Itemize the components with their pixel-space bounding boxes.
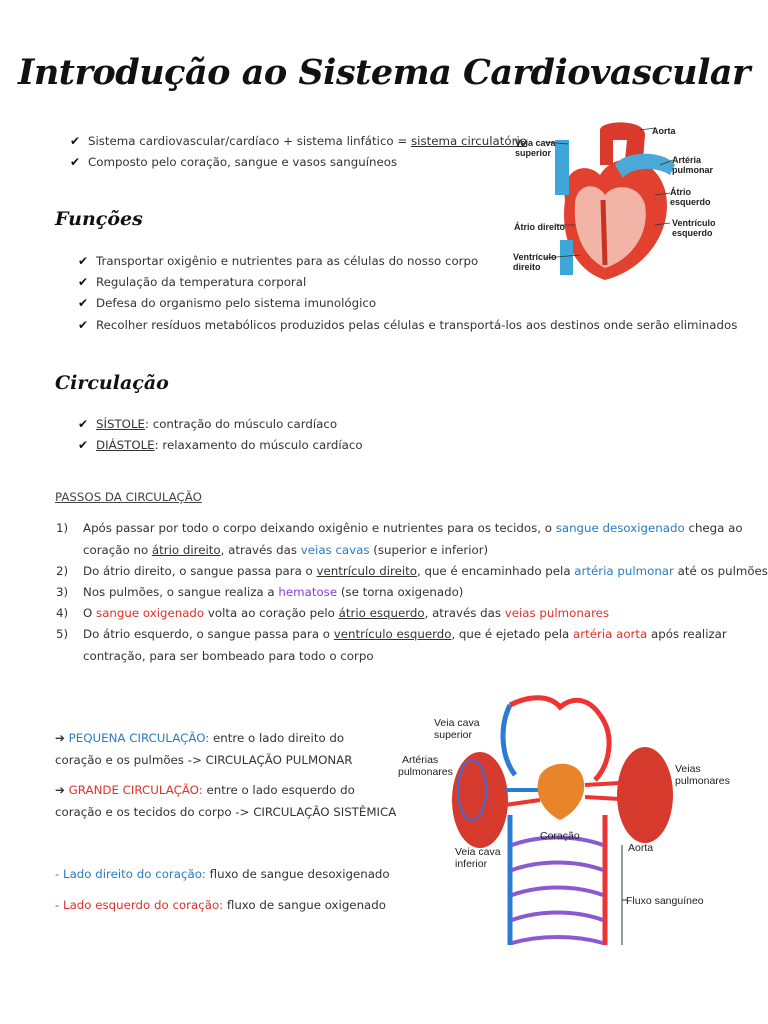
circulacao-heading: Circulação — [55, 372, 169, 394]
grande-circulacao-line-1: ➔ GRANDE CIRCULAÇÃO: entre o lado esquerdo do — [55, 783, 355, 797]
arrow-right-icon: ➔ — [55, 731, 65, 745]
check-icon: ✔ — [70, 155, 81, 169]
check-icon: ✔ — [78, 254, 89, 268]
intro-line-2: ✔ Composto pelo coração, sangue e vasos sanguíneos — [70, 155, 398, 169]
check-icon: ✔ — [78, 318, 89, 332]
heart-label-atrio-esq-1: Átrio — [670, 187, 691, 197]
step-2: Do átrio direito, o sangue passa para o ventrículo direito, que é encaminhado pela artéria pulmonar até os pulmões — [83, 564, 768, 578]
heart-label-atrio-esq-2: esquerdo — [670, 197, 711, 207]
intro-line-1: ✔ Sistema cardiovascular/cardíaco + sistema linfático = sistema circulatório — [70, 134, 527, 148]
funcao-item: ✔ Transportar oxigênio e nutrientes para as células do nosso corpo — [78, 254, 479, 268]
diagram-label-aorta: Aorta — [628, 842, 654, 854]
heart-label-atrio-dir: Átrio direito — [514, 222, 565, 232]
sistole-item: ✔ SÍSTOLE: contração do músculo cardíaco — [78, 417, 338, 431]
diagram-label-coracao: Coração — [540, 830, 580, 842]
check-icon: ✔ — [78, 296, 89, 310]
lado-direito-line: - Lado direito do coração: fluxo de sangue desoxigenado — [55, 867, 390, 881]
step-1-line-2: coração no átrio direito, através das veias cavas (superior e inferior) — [83, 543, 489, 557]
step-number: 3) — [56, 585, 69, 599]
step-5-line-2: contração, para ser bombeado para todo o corpo — [83, 649, 374, 663]
grande-circulacao-line-2: coração e os tecidos do corpo -> CIRCULAÇÃO SISTÊMICA — [55, 805, 397, 819]
heart-label-vent-esq-2: esquerdo — [672, 228, 713, 238]
check-icon: ✔ — [70, 134, 81, 148]
step-4: O sangue oxigenado volta ao coração pelo átrio esquerdo, através das veias pulmonares — [83, 606, 610, 620]
pequena-circulacao-line-2: coração e os pulmões -> CIRCULAÇÃO PULMONAR — [55, 753, 353, 767]
page-title: Introdução ao Sistema Cardiovascular — [17, 52, 750, 93]
diagram-label-art-pulm-2: pulmonares — [398, 766, 453, 778]
diagram-label-veias-pulm-2: pulmonares — [675, 775, 730, 787]
passos-heading: PASSOS DA CIRCULAÇÃO — [55, 490, 202, 504]
diagram-label-fluxo: Fluxo sanguíneo — [626, 895, 704, 907]
lado-esquerdo-line: - Lado esquerdo do coração: fluxo de sangue oxigenado — [55, 898, 386, 912]
check-icon: ✔ — [78, 275, 89, 289]
diagram-label-veia-sup-2: superior — [434, 729, 472, 741]
funcao-item: ✔ Recolher resíduos metabólicos produzidos pelas células e transportá-los aos destinos onde serão eliminados — [78, 318, 738, 332]
diagram-label-veia-inf-2: inferior — [455, 858, 488, 870]
step-number: 4) — [56, 606, 69, 620]
step-1-line-1: Após passar por todo o corpo deixando oxigênio e nutrientes para os tecidos, o sangue desoxigenado chega ao — [83, 521, 743, 535]
heart-label-veia-cava-1: Veia cava — [515, 138, 556, 148]
heart-label-arteria-2: pulmonar — [672, 165, 714, 175]
step-number: 5) — [56, 627, 69, 641]
heart-label-aorta: Aorta — [652, 126, 676, 136]
funcao-item: ✔ Regulação da temperatura corporal — [78, 275, 307, 289]
heart-label-arteria-1: Artéria — [672, 155, 702, 165]
sistema-circulatorio-term: sistema circulatório — [411, 134, 527, 148]
diastole-item: ✔ DIÁSTOLE: relaxamento do músculo cardíaco — [78, 438, 363, 452]
check-icon: ✔ — [78, 417, 89, 431]
diagram-label-veia-sup-1: Veia cava — [434, 717, 480, 729]
step-number: 2) — [56, 564, 69, 578]
heart-label-vent-esq-1: Ventrículo — [672, 218, 716, 228]
heart-label-vent-dir-1: Ventrículo — [513, 252, 557, 262]
diagram-label-veia-inf-1: Veia cava — [455, 846, 501, 858]
check-icon: ✔ — [78, 438, 89, 452]
heart-label-vent-dir-2: direito — [513, 262, 541, 272]
step-3: Nos pulmões, o sangue realiza a hematose (se torna oxigenado) — [83, 585, 464, 599]
diagram-label-art-pulm-1: Artérias — [402, 754, 439, 766]
funcao-item: ✔ Defesa do organismo pelo sistema imunológico — [78, 296, 377, 310]
pequena-circulacao-line-1: ➔ PEQUENA CIRCULAÇÃO: entre o lado direito do — [55, 731, 345, 745]
diagram-label-veias-pulm-1: Veias — [675, 763, 701, 775]
step-number: 1) — [56, 521, 69, 535]
heart-label-veia-cava-2: superior — [515, 148, 552, 158]
step-5-line-1: Do átrio esquerdo, o sangue passa para o ventrículo esquerdo, que é ejetado pela artéria aorta após realizar — [83, 627, 727, 641]
arrow-right-icon: ➔ — [55, 783, 65, 797]
funcoes-heading: Funções — [55, 208, 143, 230]
